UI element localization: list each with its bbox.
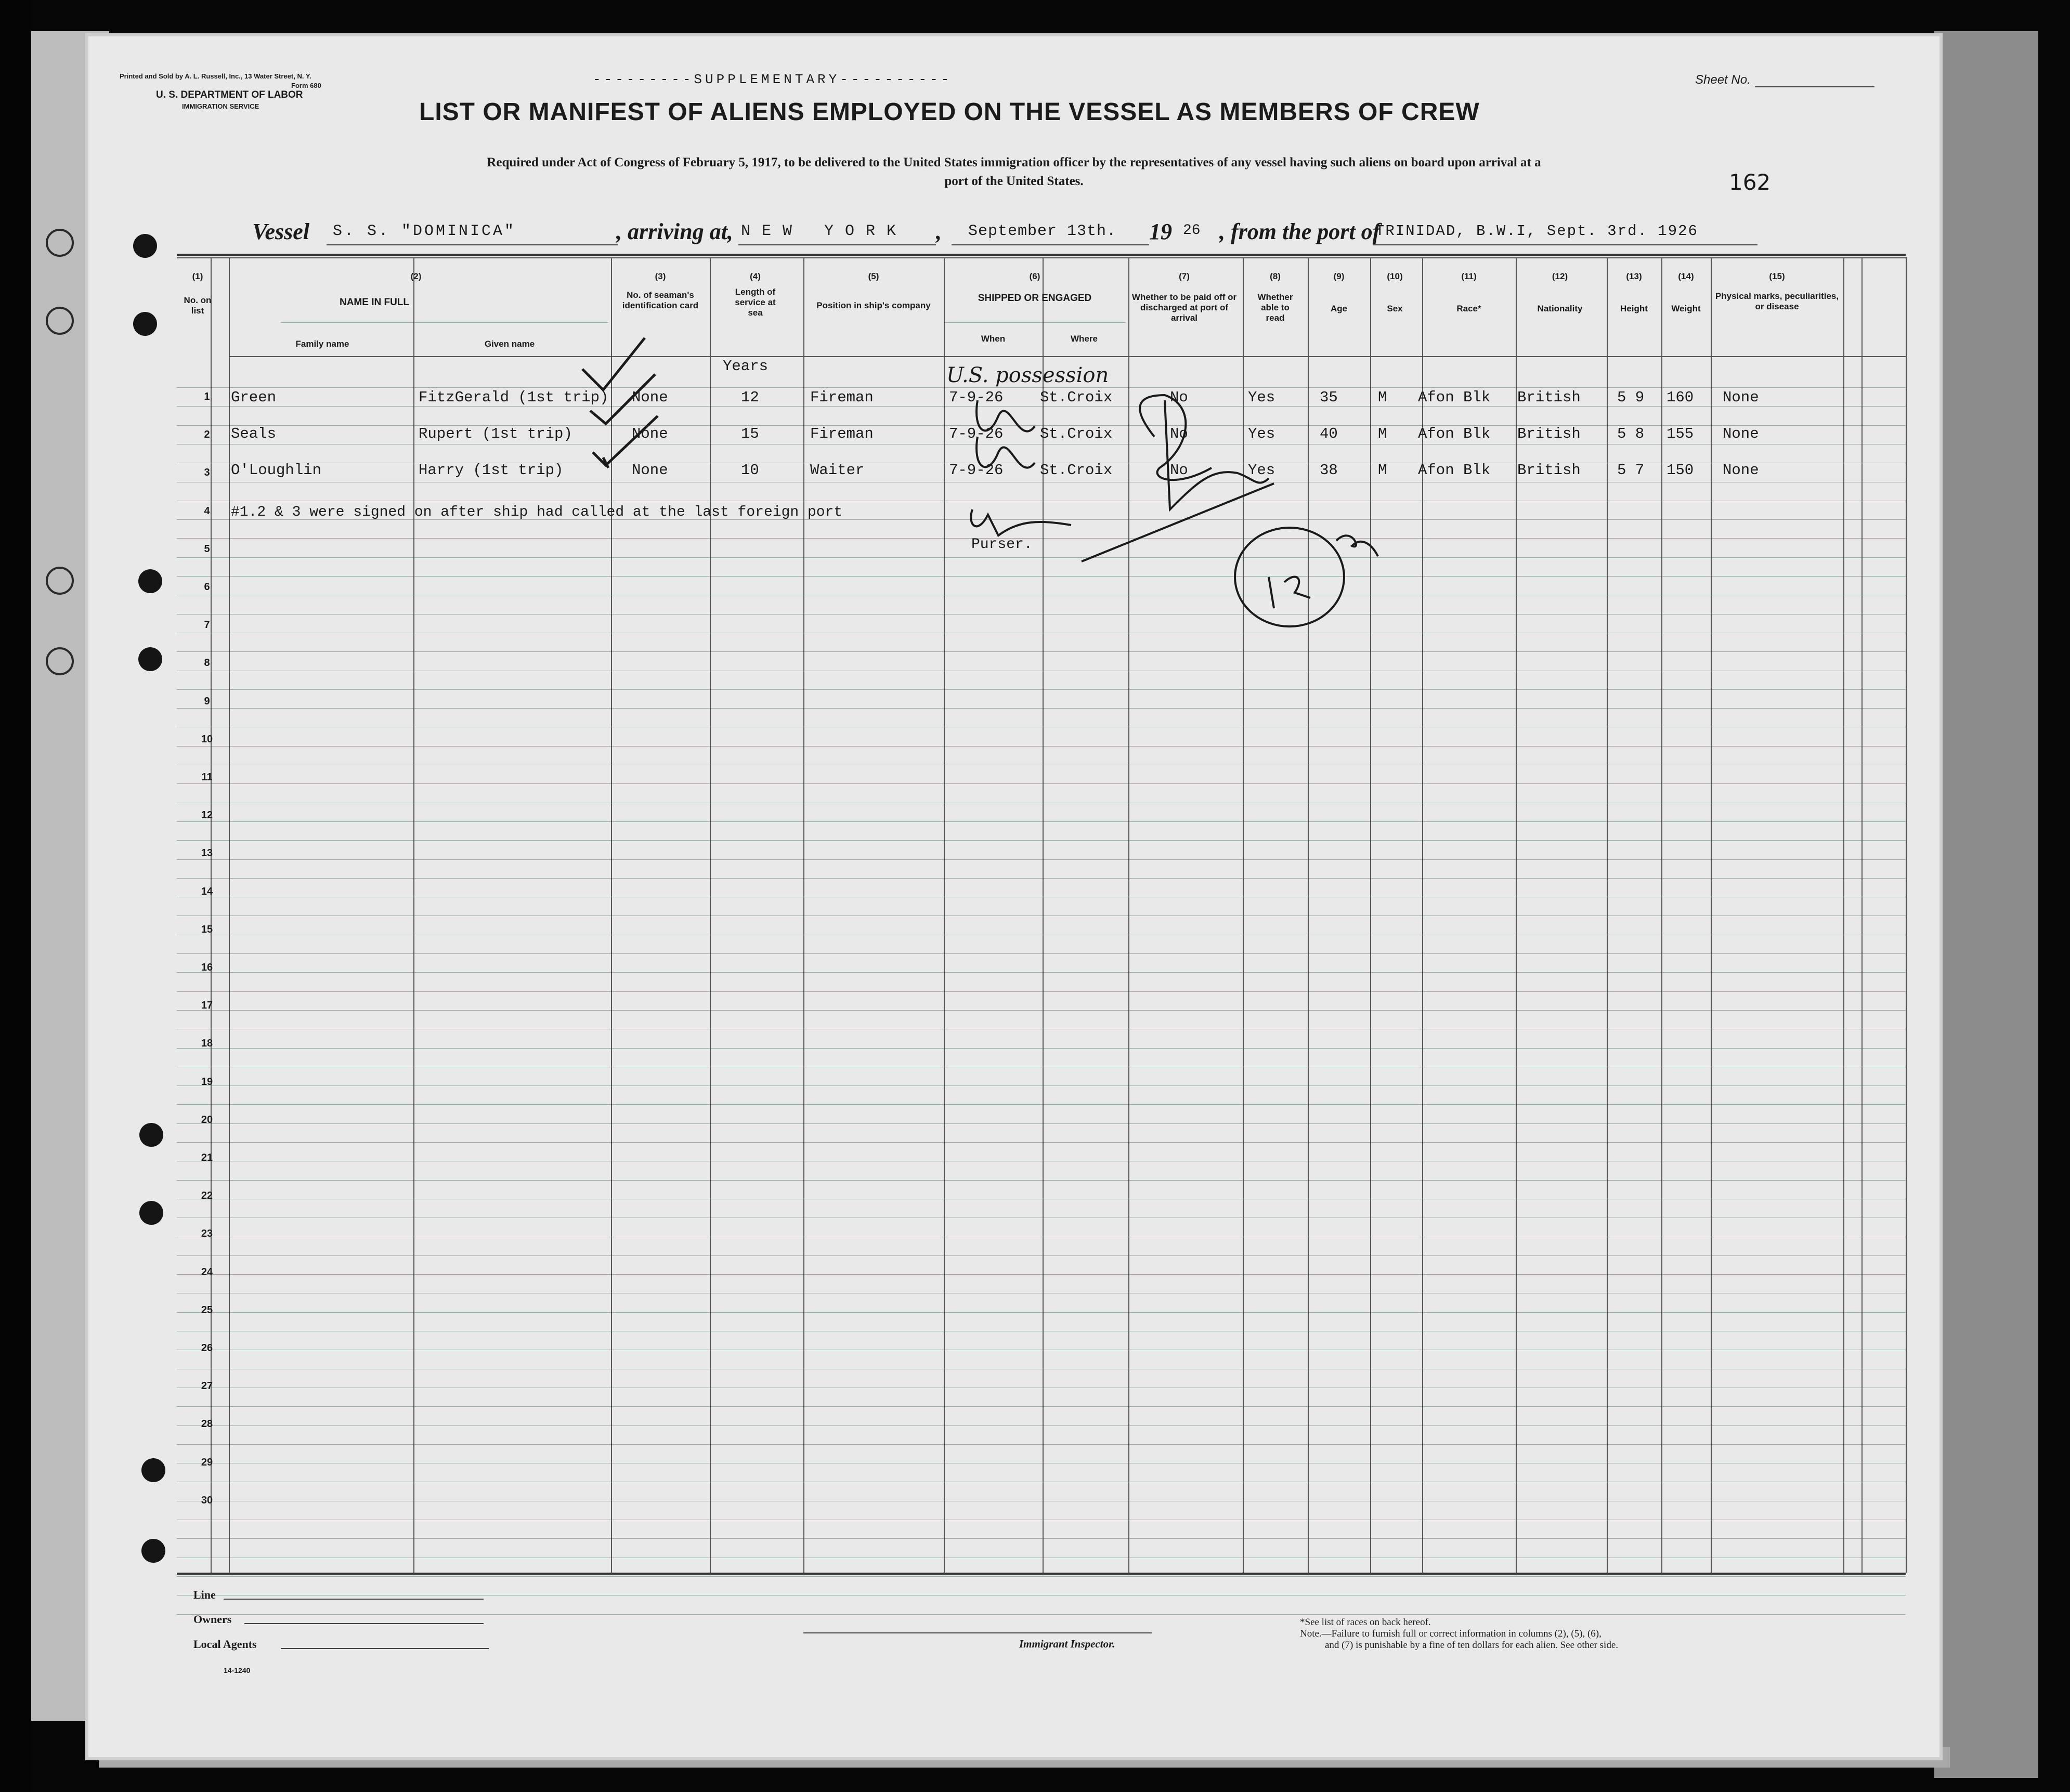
col-header-no-on-list: No. on list xyxy=(184,295,212,316)
col-3-number: (3) xyxy=(655,271,666,281)
binder-hole-icon xyxy=(46,567,74,595)
comma-separator: , xyxy=(936,219,942,244)
cell-paid-off: No xyxy=(1170,425,1188,442)
purser-title: Purser. xyxy=(971,537,1033,553)
ruled-line xyxy=(177,387,1906,388)
handwritten-sheet-number: 162 xyxy=(1729,169,1771,195)
col-header-race: Race* xyxy=(1456,304,1481,313)
cell-id-card: None xyxy=(632,389,668,406)
cell-family-name: Seals xyxy=(231,425,277,442)
column-rule xyxy=(1043,257,1044,1573)
col-2-number: (2) xyxy=(410,271,422,281)
column-rule xyxy=(211,257,212,1573)
ruled-line xyxy=(177,821,1906,822)
cell-able-to-read: Yes xyxy=(1248,462,1275,479)
printer-credit: Printed and Sold by A. L. Russell, Inc., 13 Water Street, N. Y. xyxy=(120,72,311,80)
row-number: 25 xyxy=(201,1304,213,1316)
cell-weight: 155 xyxy=(1667,425,1694,442)
ruled-line xyxy=(177,991,1906,992)
cell-sex: M xyxy=(1378,425,1387,442)
table-bottom-border xyxy=(177,1573,1906,1575)
ruled-line xyxy=(177,1406,1906,1407)
cell-able-to-read: Yes xyxy=(1248,389,1275,406)
scan-border-left xyxy=(0,0,31,1792)
col-14-number: (14) xyxy=(1678,271,1694,281)
ruled-line xyxy=(177,1614,1906,1615)
departure-port: TRINIDAD, B.W.I, Sept. 3rd. 1926 xyxy=(1375,223,1698,240)
ruled-line xyxy=(177,1312,1906,1313)
row4-note: #1.2 & 3 were signed on after ship had called at the last foreign port xyxy=(231,504,843,520)
cell-family-name: Green xyxy=(231,389,277,406)
arriving-port: NEW YORK xyxy=(741,223,908,240)
sheet-no-field[interactable] xyxy=(1755,86,1874,87)
row-number: 14 xyxy=(201,886,213,897)
page-title: LIST OR MANIFEST OF ALIENS EMPLOYED ON THE VESSEL AS MEMBERS OF CREW xyxy=(419,98,1480,126)
row-number: 26 xyxy=(201,1342,213,1354)
footer-agents-label: Local Agents xyxy=(193,1638,257,1651)
cell-shipped-where: St.Croix xyxy=(1040,425,1113,442)
cell-shipped-when: 7-9-26 xyxy=(949,425,1004,442)
cell-nationality: British xyxy=(1517,389,1581,406)
cell-given-name: FitzGerald (1st trip) xyxy=(419,389,609,406)
row-number: 22 xyxy=(201,1190,213,1201)
col-1-number: (1) xyxy=(192,271,203,281)
col-header-given-name: Given name xyxy=(484,339,535,349)
col-8-number: (8) xyxy=(1270,271,1281,281)
row-number: 28 xyxy=(201,1418,213,1430)
ruled-line xyxy=(177,557,1906,558)
cell-position: Fireman xyxy=(810,389,874,406)
year-prefix: 19 xyxy=(1149,219,1172,244)
row-number: 10 xyxy=(201,734,213,745)
col-10-number: (10) xyxy=(1387,271,1403,281)
cell-position: Waiter xyxy=(810,462,865,479)
ruled-line xyxy=(177,576,1906,577)
row-number: 21 xyxy=(201,1152,213,1163)
col-header-shipped-or-engaged: SHIPPED OR ENGAGED xyxy=(978,293,1092,304)
row-number: 20 xyxy=(201,1114,213,1126)
footer-owners-label: Owners xyxy=(193,1613,232,1626)
supplementary-stamp: ---------SUPPLEMENTARY---------- xyxy=(593,72,953,87)
subtitle-line-1: Required under Act of Congress of February 5, 1917, to be delivered to the United States immigration officer by the representatives of any vessel having such aliens on board upon arrival at a xyxy=(487,155,1541,169)
vessel-field-line xyxy=(327,244,618,245)
row-number: 11 xyxy=(201,771,213,783)
ruled-line xyxy=(177,689,1906,690)
cell-nationality: British xyxy=(1517,425,1581,442)
col-header-able-to-read: Whether able to read xyxy=(1257,292,1293,323)
row-number: 24 xyxy=(201,1266,213,1278)
races-note: *See list of races on back hereof. xyxy=(1300,1617,1431,1628)
binder-hole-icon xyxy=(46,229,74,257)
vessel-label: Vessel xyxy=(252,219,309,244)
agents-field[interactable] xyxy=(281,1648,489,1649)
inspector-signature-line[interactable] xyxy=(803,1632,1152,1633)
binder-hole-icon xyxy=(138,647,162,671)
cell-age: 38 xyxy=(1320,462,1338,479)
col-header-height: Height xyxy=(1620,304,1648,313)
cell-race: Afon Blk xyxy=(1418,425,1491,442)
cell-given-name: Rupert (1st trip) xyxy=(419,425,572,442)
header-bottom-rule xyxy=(229,356,1906,357)
ruled-line xyxy=(177,840,1906,841)
ruled-line xyxy=(177,1538,1906,1539)
ruled-line xyxy=(177,746,1906,747)
col-header-physical-marks: Physical marks, peculiarities, or disease xyxy=(1715,291,1839,311)
binder-hole-icon xyxy=(141,1458,165,1482)
cell-years-at-sea: 15 xyxy=(741,425,759,442)
ruled-line xyxy=(177,651,1906,652)
cell-race: Afon Blk xyxy=(1418,462,1491,479)
cell-shipped-where: St.Croix xyxy=(1040,389,1113,406)
column-rule xyxy=(229,257,230,1573)
col-13-number: (13) xyxy=(1626,271,1642,281)
binder-hole-icon xyxy=(46,647,74,675)
ruled-line xyxy=(177,538,1906,539)
years-label: Years xyxy=(723,358,769,375)
cell-physical-marks: None xyxy=(1723,389,1759,406)
date-field-line xyxy=(952,244,1149,245)
binder-hole-icon xyxy=(138,569,162,593)
cell-given-name: Harry (1st trip) xyxy=(419,462,564,479)
row-number: 16 xyxy=(201,962,213,973)
cell-height: 5 7 xyxy=(1617,462,1645,479)
ruled-line xyxy=(177,915,1906,916)
row-number: 17 xyxy=(201,1000,213,1011)
ruled-line xyxy=(177,1085,1906,1086)
column-rule xyxy=(1243,257,1244,1573)
cell-nationality: British xyxy=(1517,462,1581,479)
binder-hole-icon xyxy=(139,1201,163,1225)
column-rule xyxy=(1422,257,1423,1573)
binder-hole-icon xyxy=(133,312,157,336)
subtitle-line-2: port of the United States. xyxy=(944,174,1084,188)
arrival-date: September 13th. xyxy=(968,223,1117,240)
col-4-number: (4) xyxy=(750,271,761,281)
cell-age: 40 xyxy=(1320,425,1338,442)
department-name: U. S. DEPARTMENT OF LABOR xyxy=(156,89,303,100)
ruled-line xyxy=(177,1425,1906,1426)
name-subheader-rule xyxy=(281,322,608,323)
row-number: 29 xyxy=(201,1457,213,1468)
col-6-number: (6) xyxy=(1029,271,1040,281)
arriving-field-line xyxy=(738,244,936,245)
table-top-border xyxy=(177,254,1906,256)
cell-years-at-sea: 12 xyxy=(741,389,759,406)
ruled-line xyxy=(177,972,1906,973)
cell-sex: M xyxy=(1378,462,1387,479)
binder-hole-icon xyxy=(46,307,74,335)
row-number: 1 xyxy=(204,391,210,402)
column-rule xyxy=(1711,257,1712,1573)
row-number: 12 xyxy=(201,809,213,821)
sheet-no-label: Sheet No. xyxy=(1695,73,1751,87)
cell-paid-off: No xyxy=(1170,462,1188,479)
cell-physical-marks: None xyxy=(1723,462,1759,479)
row-number: 27 xyxy=(201,1380,213,1392)
row-number: 15 xyxy=(201,924,213,935)
ruled-line xyxy=(177,783,1906,784)
cell-able-to-read: Yes xyxy=(1248,425,1275,442)
column-rule xyxy=(1516,257,1517,1573)
row-number: 13 xyxy=(201,847,213,859)
column-rule xyxy=(803,257,804,1573)
column-rule xyxy=(1308,257,1309,1573)
column-rule xyxy=(611,257,612,1573)
ruled-line xyxy=(177,1444,1906,1445)
form-number: Form 680 xyxy=(291,82,321,89)
ruled-line xyxy=(177,878,1906,879)
binder-hole-icon xyxy=(141,1539,165,1563)
col-header-length-of-service: Length of service at sea xyxy=(735,287,776,318)
row-number: 30 xyxy=(201,1495,213,1506)
cell-height: 5 8 xyxy=(1617,425,1645,442)
col-15-number: (15) xyxy=(1769,271,1785,281)
column-rule xyxy=(944,257,945,1573)
ruled-line xyxy=(177,406,1906,407)
binder-hole-icon xyxy=(133,234,157,258)
table-right-border xyxy=(1906,257,1907,1573)
column-rule xyxy=(1661,257,1662,1573)
penalty-note-2: and (7) is punishable by a fine of ten dollars for each alien. See other side. xyxy=(1325,1640,1619,1651)
column-rule xyxy=(1843,257,1844,1573)
row-number: 7 xyxy=(204,619,210,631)
ruled-line xyxy=(177,1255,1906,1256)
column-rule xyxy=(413,257,414,1573)
ruled-line xyxy=(177,953,1906,954)
column-rule xyxy=(1128,257,1129,1573)
col-header-position: Position in ship's company xyxy=(816,300,931,310)
col-header-nationality: Nationality xyxy=(1537,304,1583,313)
scan-border-right xyxy=(1934,31,2038,1778)
row-number: 2 xyxy=(204,429,210,440)
penalty-note-1: Note.—Failure to furnish full or correct information in columns (2), (5), (6), xyxy=(1300,1628,1602,1639)
ruled-line xyxy=(177,708,1906,709)
col-header-when: When xyxy=(981,334,1006,344)
row-number: 3 xyxy=(204,467,210,478)
cell-weight: 150 xyxy=(1667,462,1694,479)
column-rule xyxy=(1607,257,1608,1573)
col-header-family-name: Family name xyxy=(295,339,349,349)
column-rule xyxy=(1861,257,1863,1573)
vessel-name: S. S. "DOMINICA" xyxy=(333,223,516,240)
binder-hole-icon xyxy=(139,1123,163,1147)
ruled-line xyxy=(177,1576,1906,1577)
col-header-weight: Weight xyxy=(1671,304,1701,313)
footer-line-label: Line xyxy=(193,1588,216,1601)
row-number: 18 xyxy=(201,1038,213,1049)
service-name: IMMIGRATION SERVICE xyxy=(182,102,259,110)
shipped-subheader-rule xyxy=(944,322,1126,323)
col-header-name-in-full: NAME IN FULL xyxy=(339,297,410,308)
cell-height: 5 9 xyxy=(1617,389,1645,406)
inspector-label: Immigrant Inspector. xyxy=(1019,1638,1115,1650)
row-number: 4 xyxy=(204,505,210,517)
year-value: 26 xyxy=(1183,223,1201,239)
cell-position: Fireman xyxy=(810,425,874,442)
cell-shipped-where: St.Croix xyxy=(1040,462,1113,479)
ruled-line xyxy=(177,1142,1906,1143)
cell-weight: 160 xyxy=(1667,389,1694,406)
handwritten-us-possession: U.S. possession xyxy=(946,363,1109,387)
col-5-number: (5) xyxy=(868,271,879,281)
col-7-number: (7) xyxy=(1179,271,1190,281)
row-number: 9 xyxy=(204,696,210,707)
col-12-number: (12) xyxy=(1552,271,1568,281)
ruled-line xyxy=(177,1104,1906,1105)
col-header-where: Where xyxy=(1071,334,1098,344)
cell-physical-marks: None xyxy=(1723,425,1759,442)
cell-paid-off: No xyxy=(1170,389,1188,406)
ruled-line xyxy=(177,1010,1906,1011)
table-top-border-2 xyxy=(177,257,1906,258)
cell-years-at-sea: 10 xyxy=(741,462,759,479)
cell-shipped-when: 7-9-26 xyxy=(949,462,1004,479)
col-9-number: (9) xyxy=(1333,271,1345,281)
ruled-line xyxy=(177,1274,1906,1275)
line-field[interactable] xyxy=(224,1599,484,1600)
ruled-line xyxy=(177,859,1906,860)
col-header-age: Age xyxy=(1330,304,1348,313)
cell-id-card: None xyxy=(632,425,668,442)
cell-family-name: O'Loughlin xyxy=(231,462,322,479)
cell-sex: M xyxy=(1378,389,1387,406)
row-number: 6 xyxy=(204,581,210,593)
from-port-label: , from the port of xyxy=(1219,219,1381,244)
column-rule xyxy=(1370,257,1371,1573)
column-rule xyxy=(710,257,711,1573)
col-header-sex: Sex xyxy=(1387,304,1403,313)
ruled-line xyxy=(177,1048,1906,1049)
ruled-line xyxy=(177,1180,1906,1181)
row-number: 5 xyxy=(204,543,210,555)
form-code: 14-1240 xyxy=(224,1666,251,1675)
cell-race: Afon Blk xyxy=(1418,389,1491,406)
row-number: 23 xyxy=(201,1228,213,1239)
cell-id-card: None xyxy=(632,462,668,479)
col-header-paid-off: Whether to be paid off or discharged at port of arrival xyxy=(1131,292,1237,323)
ruled-line xyxy=(177,1123,1906,1124)
row-number: 8 xyxy=(204,657,210,669)
col-11-number: (11) xyxy=(1461,271,1477,281)
owners-field[interactable] xyxy=(244,1623,484,1624)
col-header-seaman-card: No. of seaman's identification card xyxy=(622,290,699,310)
cell-age: 35 xyxy=(1320,389,1338,406)
arriving-label: , arriving at, xyxy=(616,219,733,244)
from-field-line xyxy=(1373,244,1757,245)
row-number: 19 xyxy=(201,1076,213,1088)
cell-shipped-when: 7-9-26 xyxy=(949,389,1004,406)
